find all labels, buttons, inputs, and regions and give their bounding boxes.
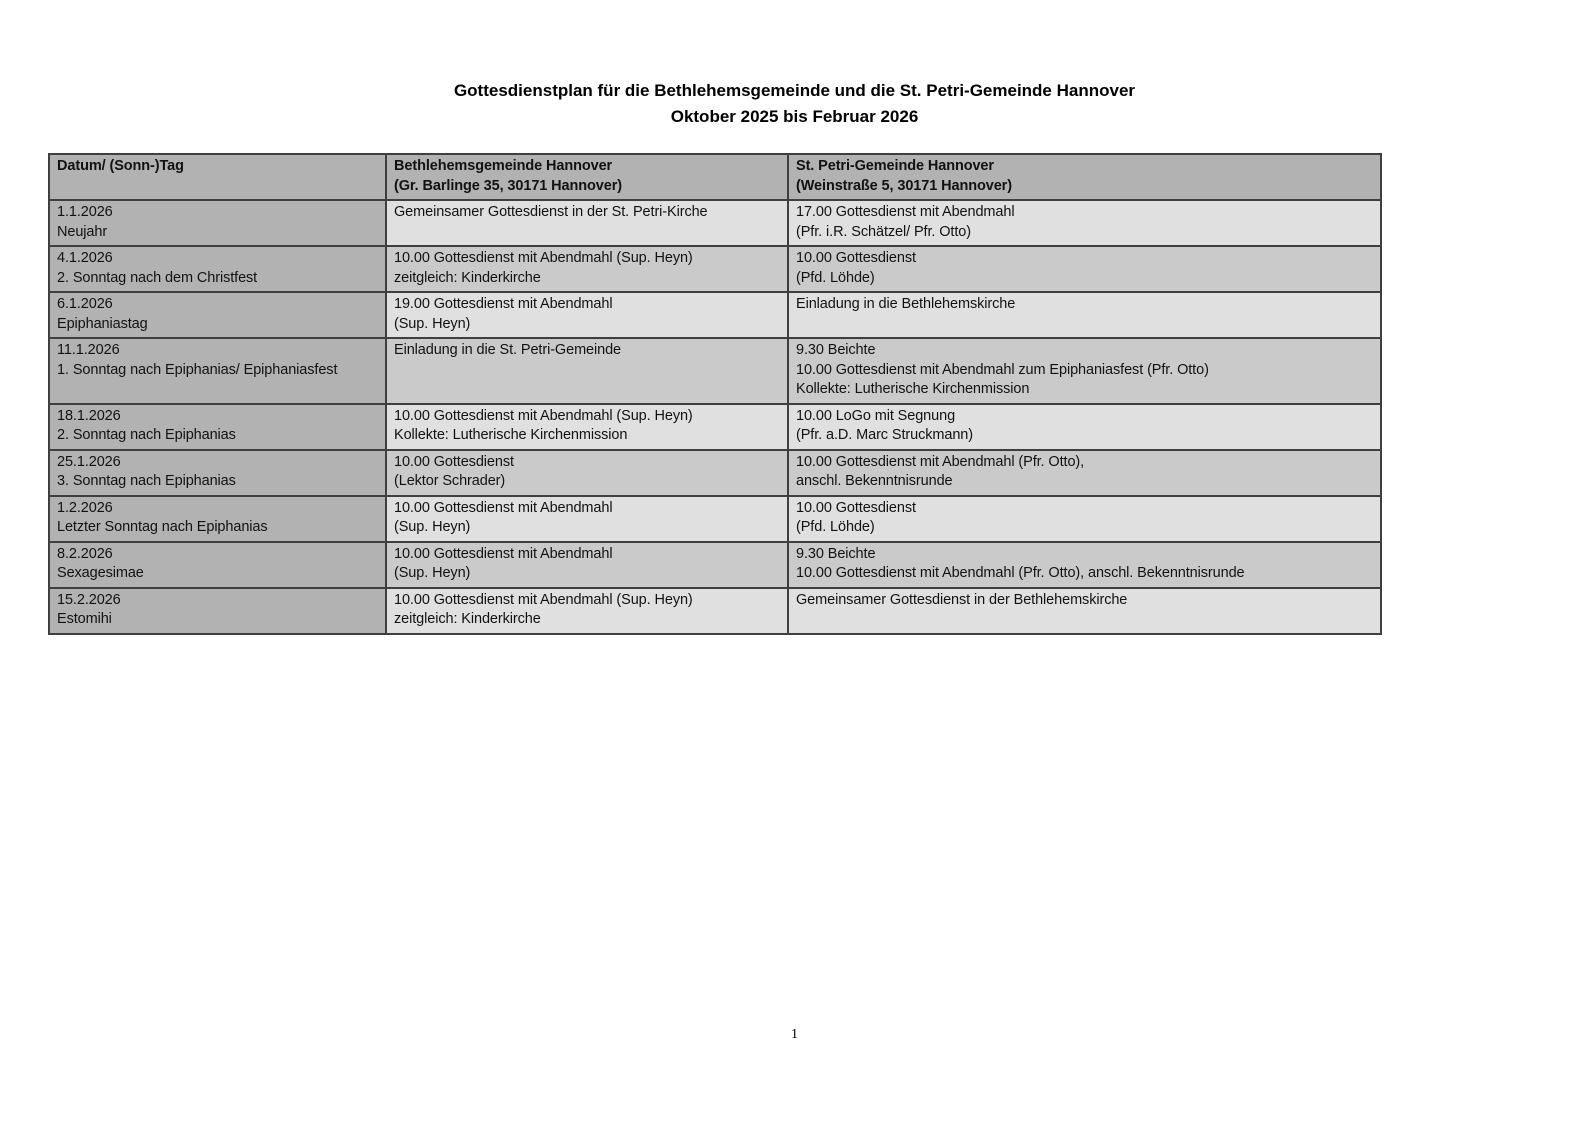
date-cell [49, 450, 386, 496]
table-row [49, 292, 1381, 338]
table-body [49, 200, 1381, 634]
cell-line: 2. Sonntag nach Epiphanias [57, 427, 236, 443]
bethlehem-cell [386, 496, 788, 542]
page-number: 1 [791, 1027, 798, 1042]
table-row [49, 338, 1381, 404]
cell-line: 1.2.2026 [57, 499, 113, 516]
cell-line: Neujahr [57, 223, 108, 240]
petri-cell [788, 246, 1381, 292]
cell-line: 11.1.2026 [57, 342, 120, 358]
table-row [49, 542, 1381, 588]
bethlehem-cell [386, 404, 788, 450]
date-cell [49, 588, 386, 634]
cell-line: Estomihi [57, 611, 112, 627]
table-row [49, 450, 1381, 496]
cell-line: 19.00 Gottesdienst mit Abendmahl [394, 296, 613, 312]
page-title-line2: Oktober 2025 bis Februar 2026 [670, 107, 919, 126]
cell-line: 10.00 Gottesdienst mit Abendmahl (Sup. Heyn) [394, 250, 693, 266]
table-row [49, 404, 1381, 450]
cell-line: St. Petri-Gemeinde Hannover [796, 158, 994, 174]
bethlehem-cell [386, 338, 788, 404]
cell-line: 9.30 Beichte [796, 545, 876, 562]
cell-line: 10.00 LoGo mit Segnung [796, 407, 956, 424]
cell-line: Gemeinsamer Gottesdienst in der St. Petri-Kirche [394, 204, 708, 220]
date-cell [49, 404, 386, 450]
cell-line: zeitgleich: Kinderkirche [394, 611, 541, 627]
cell-line: Bethlehemsgemeinde Hannover [394, 158, 613, 174]
bethlehem-cell [386, 542, 788, 588]
cell-line: 10.00 Gottesdienst mit Abendmahl (Sup. Heyn) [394, 591, 693, 608]
cell-line: 15.2.2026 [57, 591, 121, 608]
cell-line: 10.00 Gottesdienst mit Abendmahl (Pfr. Otto), anschl. Bekenntnisrunde [796, 565, 1245, 581]
cell-line: Letzter Sonntag nach Epiphanias [57, 519, 268, 535]
cell-line: (Sup. Heyn) [394, 565, 471, 581]
cell-line: 17.00 Gottesdienst mit Abendmahl [796, 204, 1015, 220]
petri-cell [788, 200, 1381, 246]
petri-cell [788, 338, 1381, 404]
cell-line: Kollekte: Lutherische Kirchenmission [394, 427, 628, 443]
cell-line: Sexagesimae [57, 565, 144, 581]
cell-line: 10.00 Gottesdienst [394, 453, 514, 470]
cell-line: 3. Sonntag nach Epiphanias [57, 473, 236, 489]
cell-line: (Sup. Heyn) [394, 519, 471, 535]
petri-cell [788, 588, 1381, 634]
column-header-petri [788, 154, 1381, 200]
cell-line: 2. Sonntag nach dem Christfest [57, 269, 258, 286]
cell-line: (Lektor Schrader) [394, 473, 506, 489]
petri-cell [788, 496, 1381, 542]
date-cell [49, 200, 386, 246]
cell-line: Einladung in die St. Petri-Gemeinde [394, 342, 622, 358]
date-cell [49, 496, 386, 542]
page-title-line1: Gottesdienstplan für die Bethlehemsgemeinde und die St. Petri-Gemeinde Hannover [453, 81, 1136, 100]
cell-line: 4.1.2026 [57, 250, 113, 266]
cell-line: 1. Sonntag nach Epiphanias/ Epiphaniasfest [57, 361, 338, 378]
cell-line: 18.1.2026 [57, 407, 121, 424]
cell-line: 25.1.2026 [57, 453, 121, 470]
cell-line: 1.1.2026 [57, 204, 113, 220]
table-row [49, 588, 1381, 634]
cell-line: (Gr. Barlinge 35, 30171 Hannover) [394, 177, 622, 194]
bethlehem-cell [386, 292, 788, 338]
cell-line: (Weinstraße 5, 30171 Hannover) [796, 177, 1012, 194]
cell-line: Gemeinsamer Gottesdienst in der Bethlehemskirche [796, 591, 1128, 608]
cell-line: 10.00 Gottesdienst mit Abendmahl (Sup. Heyn) [394, 407, 693, 424]
date-cell [49, 246, 386, 292]
date-cell [49, 292, 386, 338]
bethlehem-cell [386, 200, 788, 246]
cell-line: (Pfr. a.D. Marc Struckmann) [796, 427, 973, 443]
table-row [49, 496, 1381, 542]
date-cell [49, 542, 386, 588]
petri-cell [788, 404, 1381, 450]
cell-line: 10.00 Gottesdienst mit Abendmahl [394, 545, 613, 562]
cell-line: (Pfd. Löhde) [796, 269, 875, 286]
cell-line: anschl. Bekenntnisrunde [796, 473, 953, 489]
cell-line: 10.00 Gottesdienst [796, 499, 916, 516]
column-header-date [49, 154, 386, 200]
bethlehem-cell [386, 450, 788, 496]
cell-line: zeitgleich: Kinderkirche [394, 269, 541, 286]
schedule-table [48, 153, 1382, 635]
cell-line [57, 177, 378, 197]
table-row [49, 200, 1381, 246]
bethlehem-cell [386, 588, 788, 634]
cell-line: 10.00 Gottesdienst mit Abendmahl zum Epiphaniasfest (Pfr. Otto) [796, 361, 1209, 378]
table-header-row [49, 154, 1381, 200]
cell-line: 10.00 Gottesdienst [796, 250, 916, 266]
date-cell [49, 338, 386, 404]
cell-line: (Pfd. Löhde) [796, 519, 875, 535]
petri-cell [788, 542, 1381, 588]
cell-line: Datum/ (Sonn-)Tag [57, 158, 184, 174]
petri-cell [788, 450, 1381, 496]
cell-line: 8.2.2026 [57, 545, 113, 562]
cell-line: Einladung in die Bethlehemskirche [796, 296, 1016, 312]
cell-line: 10.00 Gottesdienst mit Abendmahl (Pfr. Otto), [796, 453, 1085, 470]
petri-cell [788, 292, 1381, 338]
page-title [0, 78, 1589, 130]
cell-line: Epiphaniastag [57, 315, 148, 332]
cell-line: 10.00 Gottesdienst mit Abendmahl [394, 499, 613, 516]
cell-line: (Sup. Heyn) [394, 315, 471, 332]
column-header-bethlehem [386, 154, 788, 200]
bethlehem-cell [386, 246, 788, 292]
table-row [49, 246, 1381, 292]
cell-line: (Pfr. i.R. Schätzel/ Pfr. Otto) [796, 223, 971, 240]
cell-line: 6.1.2026 [57, 296, 113, 312]
cell-line: Kollekte: Lutherische Kirchenmission [796, 381, 1030, 397]
cell-line: 9.30 Beichte [796, 342, 876, 358]
